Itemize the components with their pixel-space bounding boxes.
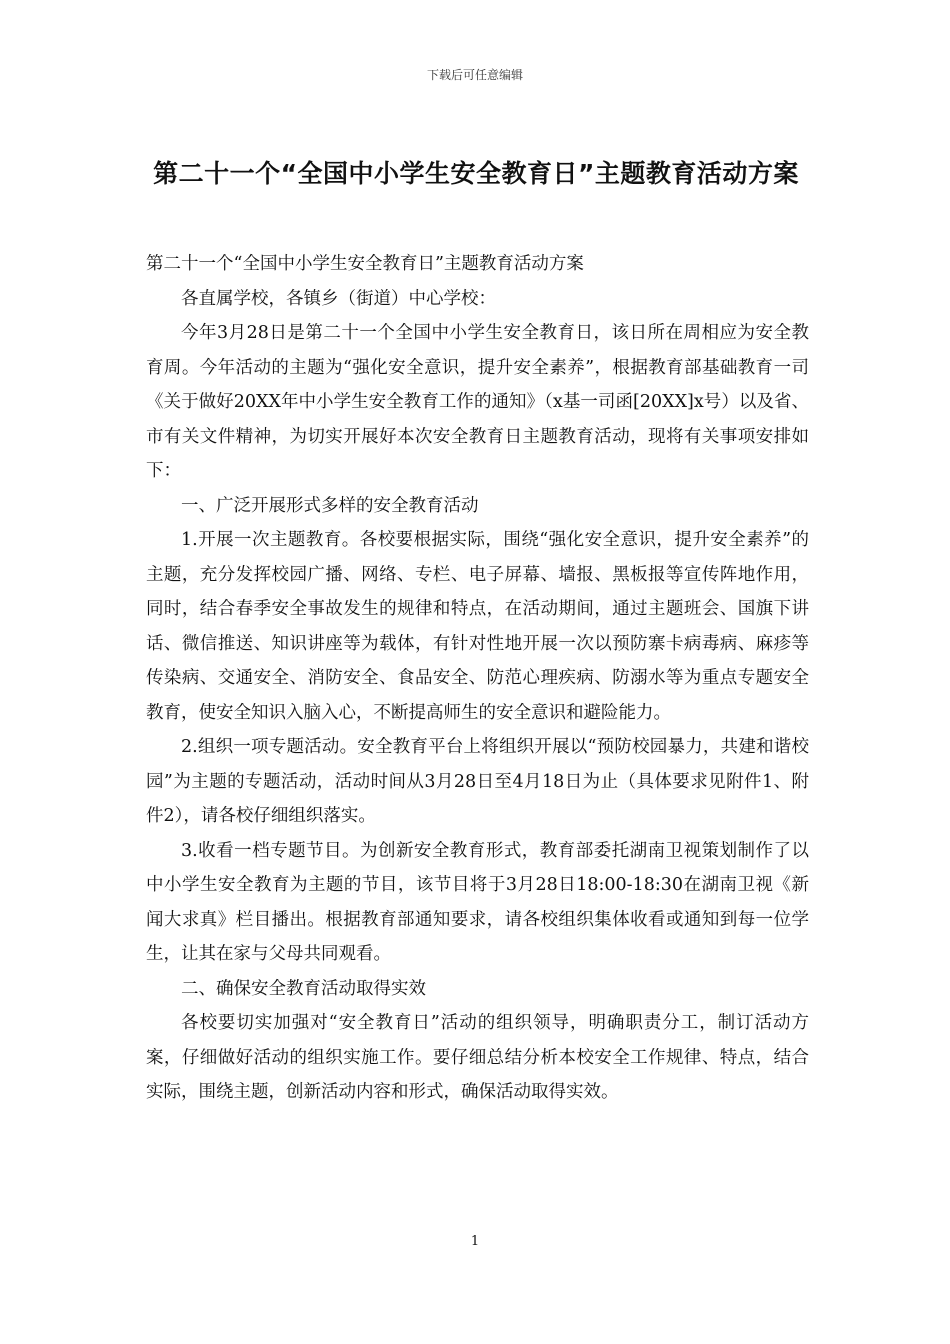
- header-note: 下载后可任意编辑: [426, 68, 523, 82]
- page-number: 1: [470, 1234, 480, 1249]
- body-paragraph: 3.收看一档专题节目。为创新安全教育形式，教育部委托湖南卫视策划制作了以中小学生安全教育为主题的节目，该节目将于3月28日18:00-18:30在湖南卫视《新闻大求真》栏目播出。根据教育部通知要求，请各校组织集体收看或通知到每一位学生，让其在家与父母共同观看。: [146, 840, 809, 964]
- body-paragraph: 各校要切实加强对“安全教育日”活动的组织领导，明确职责分工，制订活动方案，仔细做好活动的组织实施工作。要仔细总结分析本校安全工作规律、特点，结合实际，围绕主题，创新活动内容和形式，确保活动取得实效。: [146, 1013, 809, 1102]
- document-body: [146, 247, 809, 1110]
- salutation-paragraph: 各直属学校，各镇乡（街道）中心学校：: [181, 288, 496, 309]
- body-paragraph: 1.开展一次主题教育。各校要根据实际，围绕“强化安全意识，提升安全素养”的主题，充分发挥校园广播、网络、专栏、电子屏幕、墙报、黑板报等宣传阵地作用，同时，结合春季安全事故发生的规律和特点，在活动期间，通过主题班会、国旗下讲话、微信推送、知识讲座等为载体，有针对性地开展一次以预防寨卡病毒病、麻疹等传染病、交通安全、消防安全、食品安全、防范心理疾病、防溺水等为重点专题安全教育，使安全知识入脑入心，不断提高师生的安全意识和避险能力。: [146, 530, 809, 723]
- section-heading: 二、确保安全教育活动取得实效: [181, 978, 426, 999]
- subtitle-paragraph: 第二十一个“全国中小学生安全教育日”主题教育活动方案: [146, 254, 584, 274]
- document-title: 第二十一个“全国中小学生安全教育日”主题教育活动方案: [153, 159, 799, 188]
- body-paragraph: 2.组织一项专题活动。安全教育平台上将组织开展以“预防校园暴力，共建和谐校园”为主题的专题活动，活动时间从3月28日至4月18日为止（具体要求见附件1、附件2），请各校仔细组织落实。: [146, 737, 809, 826]
- body-paragraph: 今年3月28日是第二十一个全国中小学生安全教育日，该日所在周相应为安全教育周。今年活动的主题为“强化安全意识，提升安全素养”，根据教育部基础教育一司《关于做好20XX年中小学生安全教育工作的通知》（x基一司函[20XX]x号）以及省、市有关文件精神，为切实开展好本次安全教育日主题教育活动，现将有关事项安排如下：: [146, 323, 809, 481]
- section-heading: 一、广泛开展形式多样的安全教育活动: [181, 495, 479, 516]
